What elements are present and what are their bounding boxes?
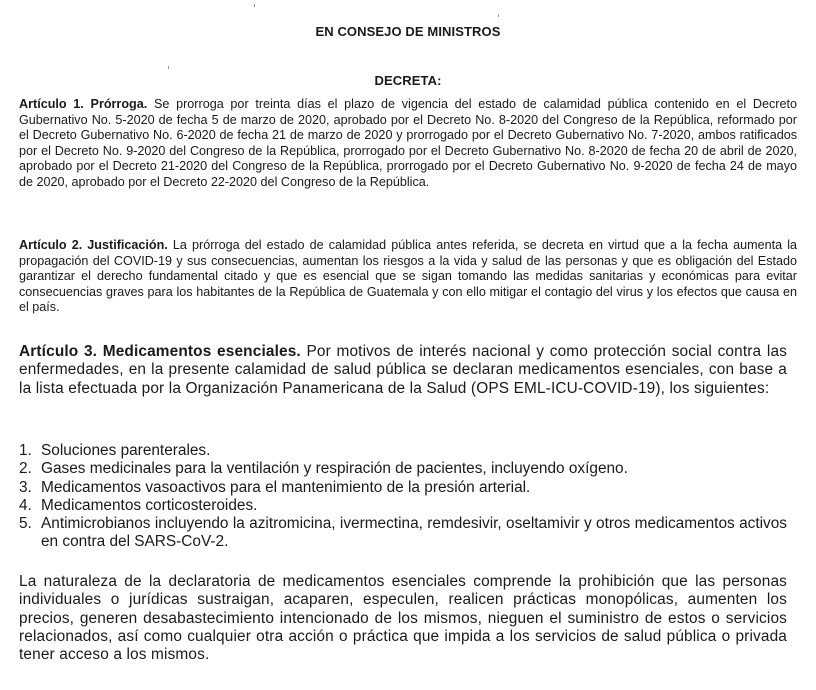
scan-speck [168, 66, 169, 69]
article-1-body: Se prorroga por treinta días el plazo de vigencia del estado de calamidad pública contenido en el Decreto Gubernativo No. 5-2020 de fecha 5 de marzo de 2020, aprobado por el Decreto No. 8-2020 del Congreso de la República, reformado por el Decreto Gubernativo No. 6-2020 de fecha 21 de marzo de 2020 y prorrogado por el Decreto Gubernativo No. 7-2020, ambos ratificados por el Decreto No. 9-2020 del Congreso de la República, prorrogado por el Decreto Gubernativo No. 8-2020 de fecha 20 de abril de 2020, aprobado por el Decreto 21-2020 del Congreso de la República, prorrogado por el Decreto Gubernativo No. 9-2020 de fecha 24 de mayo de 2020, aprobado por el Decreto 22-2020 del Congreso de la República. [19, 97, 797, 189]
article-1 [19, 97, 797, 191]
essential-medicines-list [19, 442, 787, 552]
list-item-text: Soluciones parenterales. [41, 442, 211, 459]
list-item-number: 2. [19, 460, 32, 478]
article-2-body: La prórroga del estado de calamidad pública antes referida, se decreta en virtud que a la fecha aumenta la propagación del COVID-19 y sus consecuencias, aumentan los riesgos a la vida y salud de las personas y que es obligación del Estado garantizar el derecho fundamental citado y que es esencial que se sigan tomando las medidas sanitarias y económicas para evitar consecuencias graves para los habitantes de la República de Guatemala y con ello mitigar el contagio del virus y los efectos que causa en el país. [19, 238, 798, 315]
list-item [19, 479, 787, 497]
scan-speck [254, 4, 255, 7]
list-item-number: 4. [19, 496, 32, 514]
list-item-number: 1. [19, 442, 32, 459]
scan-speck [498, 14, 499, 17]
list-item-text: Antimicrobianos incluyendo la azitromicina, ivermectina, remdesivir, oseltamivir y otros medicamentos activos en contra del SARS-CoV-2. [41, 515, 787, 551]
list-item-number: 3. [19, 478, 32, 496]
list-item-text: Medicamentos corticosteroides. [41, 496, 258, 514]
list-item-text: Medicamentos vasoactivos para el mantenimiento de la presión arterial. [41, 478, 531, 496]
article-2-title: Artículo 2. Justificación. [19, 238, 168, 252]
article-3 [19, 343, 787, 398]
article-1-title: Artículo 1. Prórroga. [19, 97, 148, 111]
list-item [19, 460, 787, 478]
list-item-number: 5. [19, 515, 32, 533]
heading-decreta: DECRETA: [374, 73, 442, 88]
list-item [19, 497, 787, 515]
article-3-title: Artículo 3. Medicamentos esenciales. [19, 343, 301, 360]
article-2 [19, 238, 797, 316]
list-item [19, 515, 787, 552]
closing-paragraph: La naturaleza de la declaratoria de medicamentos esenciales comprende la prohibición que las personas individuales o jurídicas sustraigan, acaparen, especulen, realicen prácticas monopólicas, aumenten los precios, generen desabastecimiento intencionado de los mismos, nieguen el suministro de estos o servicios relacionados, así como cualquier otra acción o práctica que impida a los servicios de salud pública o privada tener acceso a los mismos. [19, 573, 787, 664]
heading-consejo-de-ministros: EN CONSEJO DE MINISTROS [315, 24, 501, 39]
list-item-text: Gases medicinales para la ventilación y respiración de pacientes, incluyendo oxígeno. [41, 460, 628, 478]
list-item [19, 442, 787, 460]
article-3-body: Por motivos de interés nacional y como protección social contra las enfermedades, en la presente calamidad de salud pública se declaran medicamentos esenciales, con base a la lista efectuada por la Organización Panamericana de la Salud (OPS EML-ICU-COVID-19), los siguientes: [19, 343, 788, 397]
